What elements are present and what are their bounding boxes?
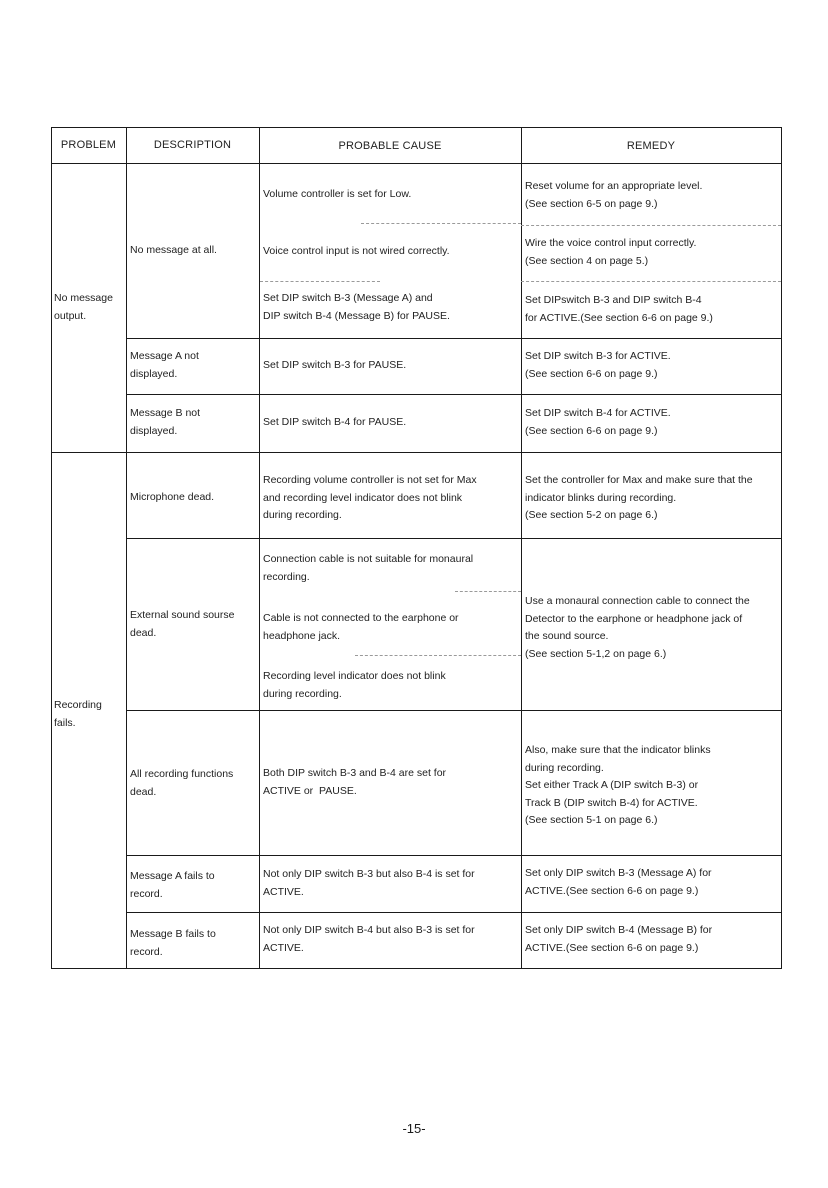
- row-separator: [126, 710, 782, 711]
- row-separator: [126, 538, 782, 539]
- column-divider-2: [259, 127, 260, 969]
- remedy-reset-volume: Reset volume for an appropriate level. (See section 6-5 on page 9.): [525, 180, 703, 210]
- column-divider-3: [521, 127, 522, 969]
- section-divider: [51, 452, 782, 453]
- right-border: [781, 127, 782, 969]
- cause-sub-separator: [455, 591, 521, 592]
- row-separator: [126, 394, 782, 395]
- remedy-sub-separator: [521, 281, 781, 282]
- cause-sub-separator: [361, 223, 521, 224]
- cause-cable-not-connected: Cable is not connected to the earphone or headphone jack.: [263, 612, 459, 642]
- problem-no-message-output: No message output.: [54, 292, 113, 322]
- problem-recording-fails: Recording fails.: [54, 699, 102, 729]
- desc-no-message-at-all: No message at all.: [130, 244, 217, 256]
- cause-b4-pause: Set DIP switch B-4 for PAUSE.: [263, 416, 407, 428]
- header-problem: PROBLEM: [60, 139, 117, 151]
- desc-external-sound-dead: External sound sourse dead.: [130, 609, 235, 639]
- cause-cable-unsuitable: Connection cable is not suitable for monaural recording.: [263, 553, 474, 583]
- desc-message-a-not-displayed: Message A not displayed.: [130, 350, 199, 380]
- column-divider-1: [126, 127, 127, 969]
- remedy-only-b4: Set only DIP switch B-4 (Message B) for ACTIVE.(See section 6-6 on page 9.): [525, 924, 713, 954]
- header-description: DESCRIPTION: [153, 139, 232, 151]
- table-bottom-border: [51, 968, 782, 969]
- remedy-sub-separator: [521, 225, 781, 226]
- cause-b3-pause: Set DIP switch B-3 for PAUSE.: [263, 359, 407, 371]
- remedy-monaural-cable: Use a monaural connection cable to connect the Detector to the earphone or headphone jack of the sound source. (See section 5-1,2 on page 6.): [525, 595, 750, 660]
- remedy-only-b3: Set only DIP switch B-3 (Message A) for ACTIVE.(See section 6-6 on page 9.): [525, 867, 712, 897]
- remedy-b4-active: Set DIP switch B-4 for ACTIVE. (See section 6-6 on page 9.): [525, 407, 671, 437]
- desc-message-b-fails: Message B fails to record.: [130, 928, 216, 958]
- cause-not-only-b3: Not only DIP switch B-3 but also B-4 is set for ACTIVE.: [263, 868, 475, 898]
- header-probable-cause: PROBABLE CAUSE: [338, 140, 442, 152]
- desc-microphone-dead: Microphone dead.: [130, 491, 215, 503]
- desc-all-recording-dead: All recording functions dead.: [130, 768, 234, 798]
- desc-message-a-fails: Message A fails to record.: [130, 870, 215, 900]
- cause-volume-low: Volume controller is set for Low.: [263, 188, 412, 200]
- remedy-b3-active: Set DIP switch B-3 for ACTIVE. (See section 6-6 on page 9.): [525, 350, 671, 380]
- left-border: [51, 127, 52, 969]
- remedy-set-active: Set DIPswitch B-3 and DIP switch B-4 for ACTIVE.(See section 6-6 on page 9.): [525, 294, 713, 324]
- cause-level-no-blink: Recording level indicator does not blink during recording.: [263, 670, 446, 700]
- cause-dip-pause: Set DIP switch B-3 (Message A) and DIP switch B-4 (Message B) for PAUSE.: [263, 292, 450, 322]
- remedy-wire-voice: Wire the voice control input correctly. (See section 4 on page 5.): [525, 237, 697, 267]
- page-number: -15-: [402, 1121, 426, 1136]
- row-separator: [126, 855, 782, 856]
- cause-voice-not-wired: Voice control input is not wired correctly.: [263, 245, 450, 257]
- cause-both-dip: Both DIP switch B-3 and B-4 are set for ACTIVE or PAUSE.: [263, 767, 447, 797]
- remedy-max-controller: Set the controller for Max and make sure that the indicator blinks during recording. (See section 5-2 on page 6.): [525, 474, 753, 521]
- row-separator: [126, 912, 782, 913]
- cause-sub-separator: [355, 655, 521, 656]
- header-remedy: REMEDY: [626, 140, 676, 152]
- cause-rec-volume: Recording volume controller is not set for Max and recording level indicator does not blink during recording.: [263, 474, 477, 521]
- table-top-border: [51, 127, 782, 128]
- cause-sub-separator: [260, 281, 380, 282]
- cause-not-only-b4: Not only DIP switch B-4 but also B-3 is set for ACTIVE.: [263, 924, 475, 954]
- remedy-track-active: Also, make sure that the indicator blinks during recording. Set either Track A (DIP switch B-3) or Track B (DIP switch B-4) for ACTIVE. (See section 5-1 on page 6.): [525, 744, 711, 826]
- header-bottom-border: [51, 163, 782, 164]
- row-separator: [126, 338, 782, 339]
- desc-message-b-not-displayed: Message B not displayed.: [130, 407, 201, 437]
